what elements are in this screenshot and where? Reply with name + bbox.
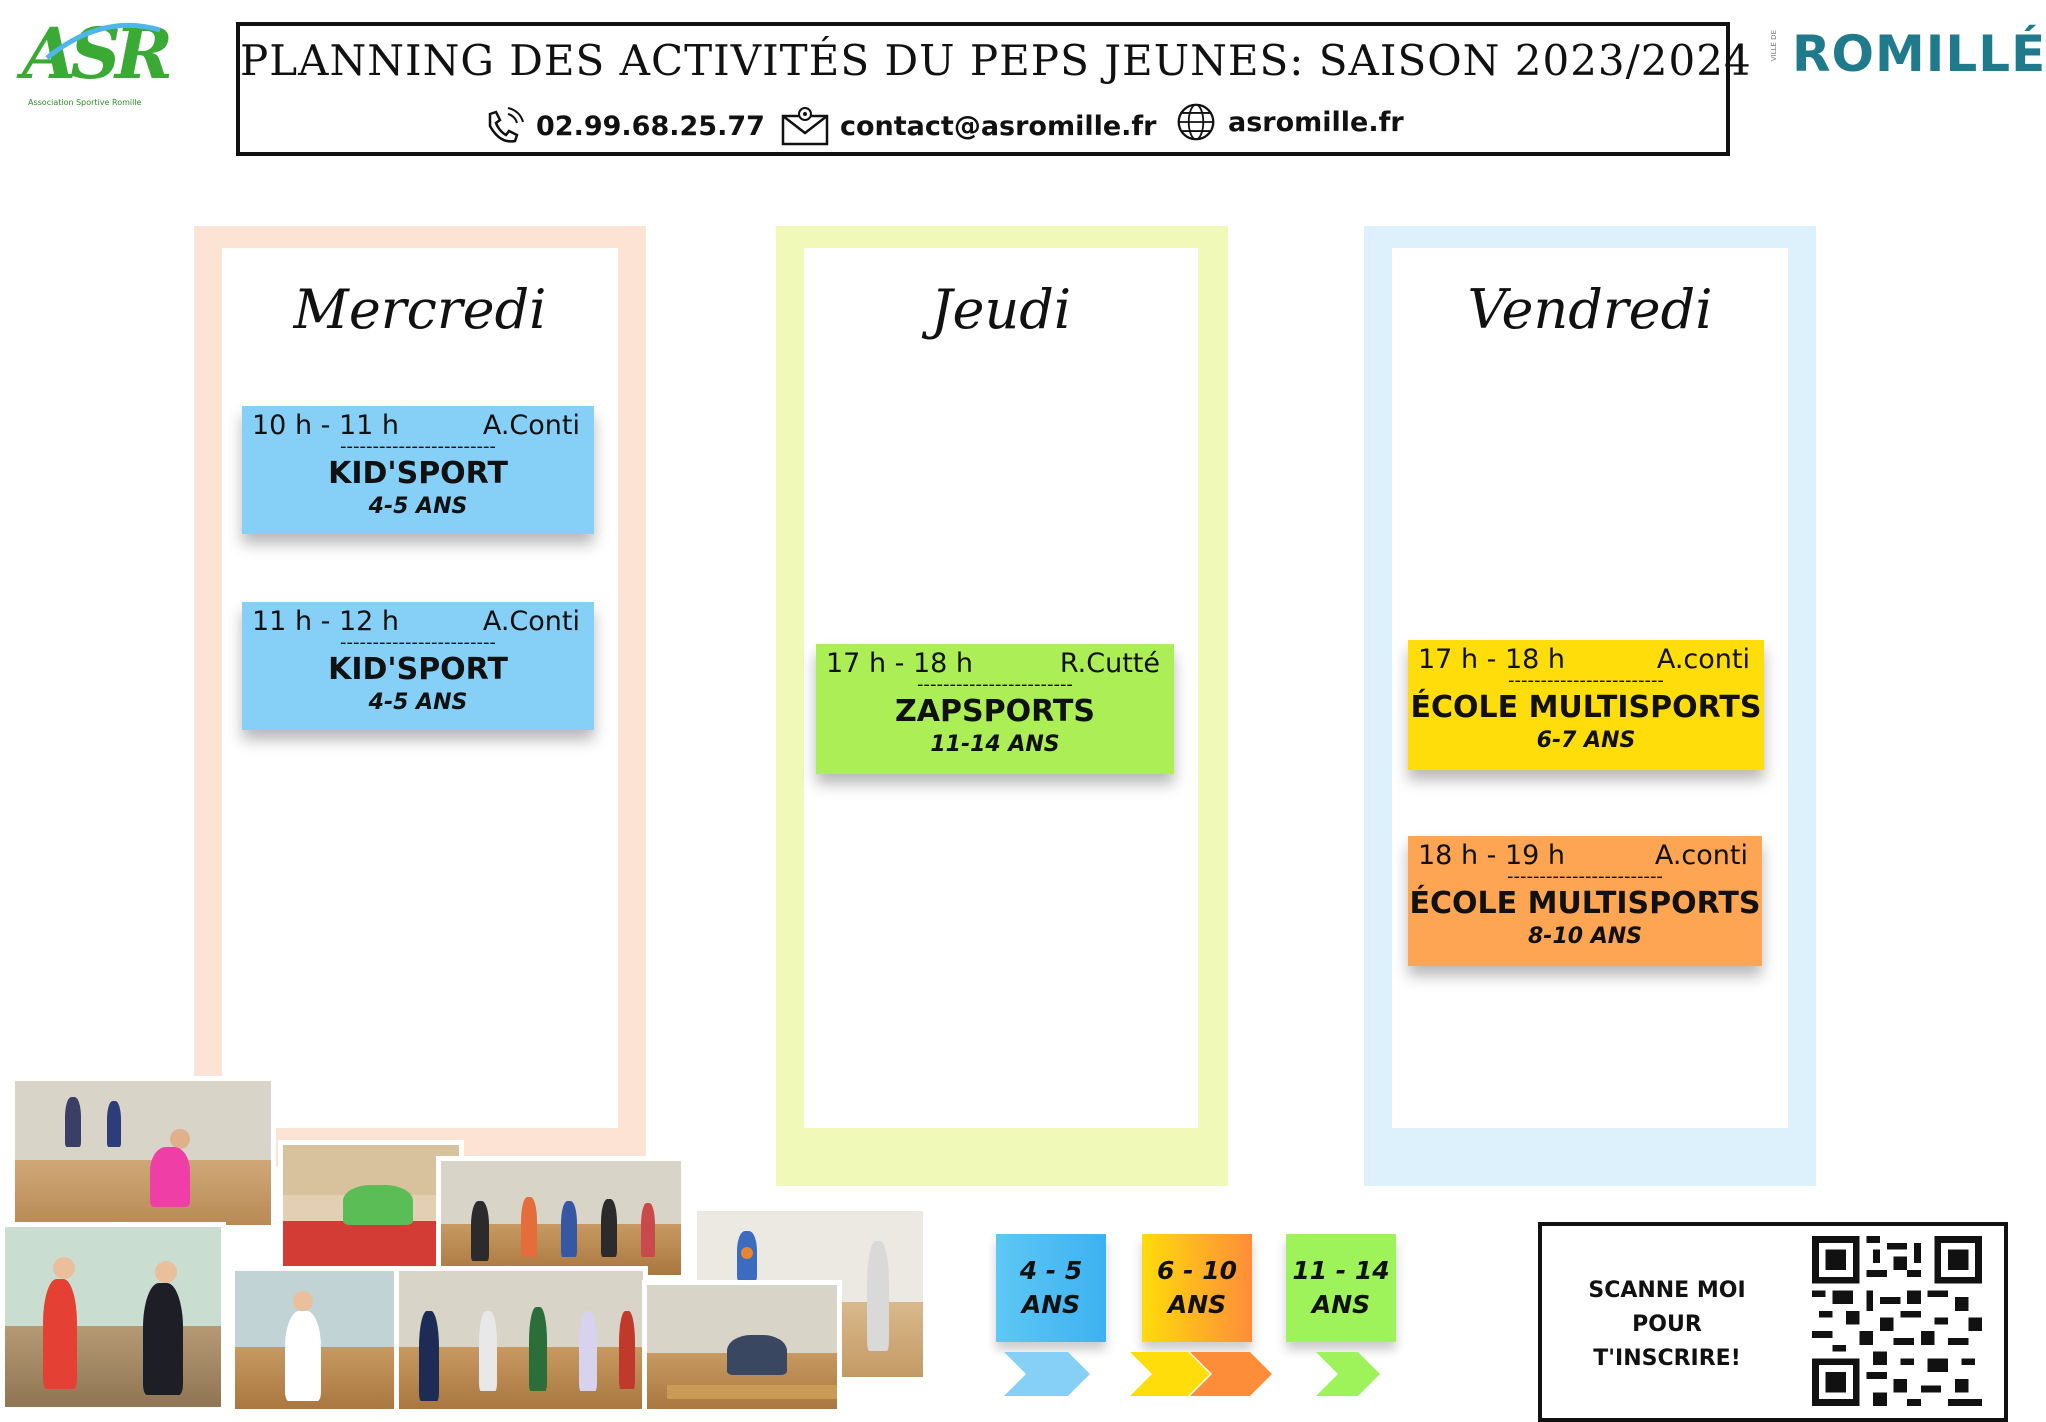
day-title: Jeudi (930, 278, 1072, 341)
activity-coach: A.Conti (482, 410, 580, 441)
email-contact (780, 106, 1157, 146)
divider: ------------------------ (340, 632, 496, 653)
divider: ------------------------ (340, 436, 496, 457)
photo-gym-1 (10, 1076, 276, 1230)
asr-logo-subtitle: Association Sportive Romille (28, 98, 142, 107)
activity-coach: A.conti (1656, 644, 1750, 675)
phone-icon (482, 106, 526, 146)
divider: ------------------------ (917, 674, 1073, 695)
qr-caption-line3: T'INSCRIRE! (1593, 1346, 1741, 1371)
activity-coach: R.Cutté (1059, 648, 1160, 679)
page-title: PLANNING DES ACTIVITÉS DU PEPS JEUNES: SAISON 2023/2024 (240, 36, 1752, 85)
activity-card[interactable] (1408, 640, 1764, 770)
activity-time: 17 h - 18 h (1418, 644, 1566, 675)
globe-icon (1174, 102, 1218, 142)
activity-time: 11 h - 12 h (252, 606, 400, 637)
phone-number[interactable]: 02.99.68.25.77 (536, 110, 765, 142)
activity-time: 18 h - 19 h (1418, 840, 1566, 871)
activity-name: KID'SPORT (328, 456, 508, 491)
romille-logo-text: ROMILLÉ (1792, 25, 2046, 83)
romille-logo (1770, 20, 2046, 90)
romille-logo-side-text: VILLE DE (1770, 30, 1778, 62)
phone-contact (482, 106, 765, 146)
day-title: Mercredi (293, 278, 547, 341)
activity-name: ZAPSPORTS (895, 694, 1095, 729)
divider: ------------------------ (1507, 866, 1663, 887)
activity-coach: A.Conti (482, 606, 580, 637)
chevron-right-icon (1316, 1352, 1380, 1396)
qr-caption (1582, 1274, 1752, 1376)
activity-card[interactable] (242, 602, 594, 730)
activity-coach: A.conti (1654, 840, 1748, 871)
website-contact (1174, 102, 1404, 142)
photo-gym-6 (394, 1266, 648, 1414)
asr-logo (22, 12, 168, 114)
activity-name: KID'SPORT (328, 652, 508, 687)
legend-range: 6 - 10 (1157, 1256, 1237, 1285)
qr-caption-line1: SCANNE MOI (1588, 1278, 1746, 1303)
photo-gym-8 (642, 1280, 842, 1414)
legend-age-11-14 (1286, 1234, 1396, 1342)
activity-name: ÉCOLE MULTISPORTS (1409, 886, 1761, 921)
divider: ------------------------ (1508, 670, 1664, 691)
activity-age: 6-7 ANS (1536, 728, 1636, 753)
photo-gym-2 (0, 1222, 226, 1412)
legend-unit: ANS (1167, 1290, 1227, 1319)
qr-caption-line2: POUR (1632, 1312, 1702, 1337)
legend-unit: ANS (1021, 1290, 1081, 1319)
activity-card[interactable] (1408, 836, 1762, 966)
day-title: Vendredi (1467, 278, 1713, 341)
activity-time: 10 h - 11 h (252, 410, 400, 441)
chevron-right-icon (1004, 1352, 1090, 1396)
email-address[interactable]: contact@asromille.fr (840, 110, 1157, 142)
activity-age: 8-10 ANS (1528, 924, 1642, 949)
swoosh-icon (42, 18, 162, 68)
mail-icon (780, 106, 830, 146)
legend-range: 4 - 5 (1019, 1256, 1083, 1285)
legend-unit: ANS (1311, 1290, 1371, 1319)
activity-age: 11-14 ANS (930, 732, 1060, 757)
activity-name: ÉCOLE MULTISPORTS (1410, 690, 1762, 725)
activity-card[interactable] (242, 406, 594, 534)
activity-age: 4-5 ANS (368, 690, 468, 715)
chevron-right-icon (1190, 1352, 1272, 1396)
header-box (236, 22, 1752, 156)
qr-signup-box (1538, 1222, 2008, 1422)
activity-card[interactable] (816, 644, 1174, 774)
photo-gym-5 (230, 1266, 408, 1414)
legend-age-6-10 (1142, 1234, 1252, 1342)
activity-age: 4-5 ANS (368, 494, 468, 519)
asr-logo-letters: ASR (22, 12, 168, 95)
website-link[interactable]: asromille.fr (1228, 106, 1404, 138)
legend-age-4-5 (996, 1234, 1106, 1342)
legend-range: 11 - 14 (1292, 1256, 1390, 1285)
activity-time: 17 h - 18 h (826, 648, 974, 679)
qr-code-icon[interactable] (1812, 1236, 1982, 1406)
photo-gym-4 (436, 1156, 686, 1280)
